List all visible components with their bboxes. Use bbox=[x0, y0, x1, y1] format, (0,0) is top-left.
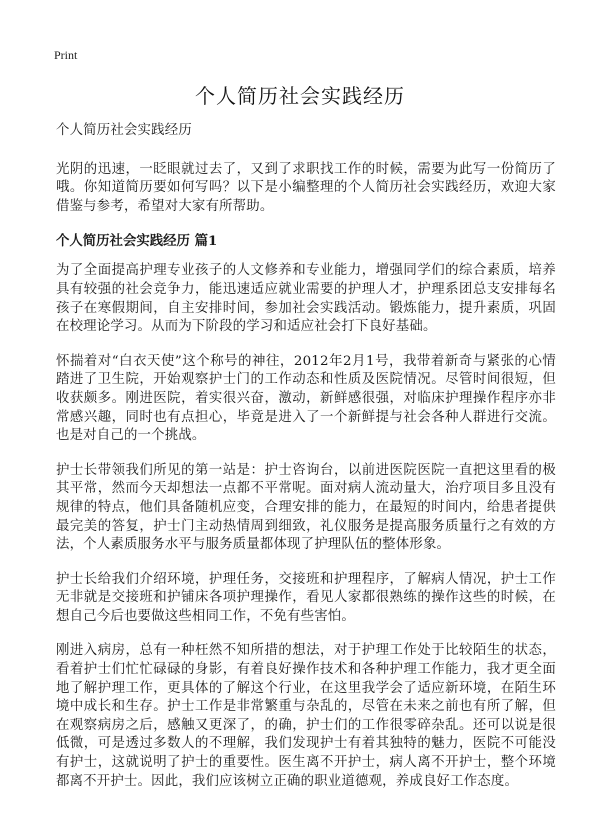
document-body bbox=[56, 122, 556, 807]
body-paragraph-4: 护士长给我们介绍环境，护理任务，交接班和护理程序，了解病人情况，护士工作无非就是交接班和护铺床各项护理操作，看见人家都很熟练的操作这些的时候，在想自己今后也要做这些相同工作，不免有些害怕。 bbox=[56, 571, 556, 624]
body-paragraph-5: 刚进入病房，总有一种枉然不知所措的想法，对于护理工作处于比较陌生的状态，看着护士们忙忙碌碌的身影，有着良好操作技术和各种护理工作能力，我才更全面地了解护理工作，更具体的了解这个行业，在这里我学会了适应新环境，在陌生环境中成长和生存。护士工作是非常繁重与杂乱的，尽管在未来之前也有所了解，但在观察病房之后，感触又更深了，的确，护士们的工作很零碎杂乱。还可以说是很低微，可是透过多数人的不理解，我们发现护士有着其独特的魅力，医院不可能没有护士，这就说明了护士的重要性。医生离不开护士，病人离不开护士，整个环境都离不开护士。因此，我们应该树立正确的职业道德观，养成良好工作态度。 bbox=[56, 643, 556, 789]
section-heading: 个人简历社会实践经历 篇1 bbox=[56, 233, 218, 250]
print-link[interactable]: Print bbox=[54, 48, 78, 62]
body-paragraph-3: 护士长带领我们所见的第一站是：护士咨询台，以前进医院医院一直把这里看的极其平常，然而今天却想法一点都不平常呢。面对病人流动量大，治疗项目多且没有规律的特点，他们具备随机应变，合理安排的能力，在最短的时间内，给患者提供最完美的答复，护士门主动热情周到细致，礼仪服务是提高服务质量行之有效的方法，个人素质服务水平与服务质量都体现了护理队伍的整体形象。 bbox=[56, 462, 556, 553]
body-paragraph-2: 怀揣着对“白衣天使”这个称号的神往，2012年2月1号，我带着新奇与紧张的心情踏进了卫生院，开始观察护士门的工作动态和性质及医院情况。尽管时间很短，但收获颇多。刚进医院，着实很兴奋，激动，新鲜感很强，对临床护理操作程序亦非常感兴趣，同时也有点担心，毕竟是进入了一个新鲜提与社会各种人群进行交流。也是对自己的一个挑战。 bbox=[56, 353, 556, 444]
document-subtitle: 个人简历社会实践经历 bbox=[56, 123, 192, 138]
intro-paragraph: 光阴的迅速，一眨眼就过去了，又到了求职找工作的时候，需要为此写一份简历了哦。你知道简历要如何写吗？以下是小编整理的个人简历社会实践经历，欢迎大家借鉴与参考，希望对大家有所帮助。 bbox=[56, 161, 556, 214]
body-paragraph-1: 为了全面提高护理专业孩子的人文修养和专业能力，增强同学们的综合素质，培养具有较强的社会竞争力，能迅速适应就业需要的护理人才，护理系团总支安排每名孩子在寒假期间，自主安排时间，参加社会实践活动。锻炼能力，提升素质，巩固在校理论学习。从而为下阶段的学习和适应社会打下良好基础。 bbox=[56, 263, 556, 335]
document-title: 个人简历社会实践经历 bbox=[195, 84, 405, 108]
